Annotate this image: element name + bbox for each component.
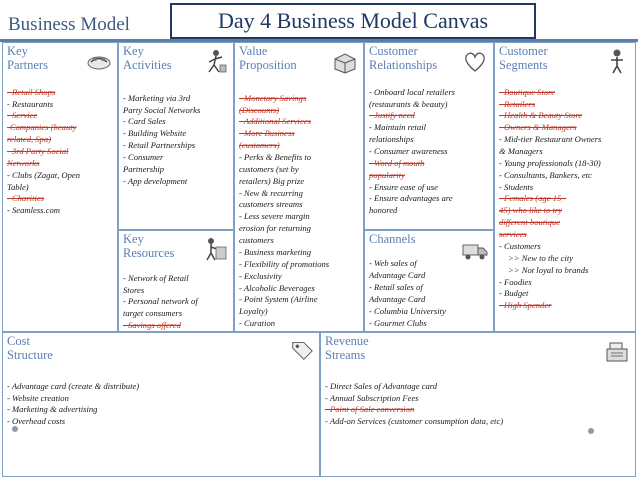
customer-segments-list bbox=[495, 87, 635, 312]
price-tag-icon bbox=[289, 337, 315, 363]
customer-relationships-block bbox=[364, 42, 494, 230]
key-partners-title: Key Partners bbox=[7, 44, 48, 73]
list-item: (restaurants & beauty) bbox=[369, 98, 448, 109]
list-item: - Perks & Benefits to bbox=[239, 152, 312, 163]
list-item: services bbox=[499, 229, 527, 240]
page-title: Day 4 Business Model Canvas bbox=[170, 3, 536, 39]
list-item: - Restaurants bbox=[7, 98, 54, 109]
list-item: - Consultants, Bankers, etc bbox=[499, 169, 592, 180]
list-item: Partnership bbox=[123, 163, 165, 174]
list-item: - Additional Services bbox=[239, 116, 311, 127]
channels-block bbox=[364, 230, 494, 332]
list-item: - Service bbox=[7, 110, 38, 121]
list-item: - Customers bbox=[499, 240, 541, 251]
cost-structure-title: Cost Structure bbox=[7, 334, 53, 363]
list-item: - Justify need bbox=[369, 110, 415, 121]
list-item: Advantage Card bbox=[369, 293, 426, 304]
list-item: - Ensure ease of use bbox=[369, 181, 438, 192]
key-activities-title: Key Activities bbox=[123, 44, 172, 73]
key-resources-list bbox=[119, 273, 233, 332]
customer-segments-title: Customer Segments bbox=[499, 44, 548, 73]
list-item: - High Spender bbox=[499, 300, 552, 311]
list-item: - Students bbox=[499, 181, 534, 192]
list-item: - Curation bbox=[239, 318, 276, 329]
customer-segments-block bbox=[494, 42, 636, 332]
list-item: - Business marketing bbox=[239, 246, 312, 257]
list-item: - New & recurring bbox=[239, 187, 303, 198]
list-item: 45) who like to try bbox=[499, 205, 563, 216]
list-item: >> New to the city bbox=[508, 252, 574, 263]
list-item: Loyalty) bbox=[239, 306, 268, 317]
value-proposition-block bbox=[234, 42, 364, 332]
list-item: - Annual Subscription Fees bbox=[325, 392, 419, 403]
list-item: - Retailers bbox=[499, 98, 536, 109]
list-item: - Advantage card (create & distribute) bbox=[7, 380, 140, 391]
worker-icon bbox=[201, 47, 229, 75]
cost-structure-list bbox=[3, 381, 319, 428]
list-item: & Managers bbox=[499, 146, 543, 157]
list-item: >> Not loyal to brands bbox=[508, 264, 589, 275]
key-resources-block bbox=[118, 230, 234, 332]
list-item: - Consumer awareness bbox=[369, 146, 448, 157]
list-item: erosion for returning bbox=[239, 223, 311, 234]
list-item: - Seamless.com bbox=[7, 205, 60, 216]
heart-icon bbox=[461, 47, 489, 75]
list-item: - More Business bbox=[239, 128, 295, 139]
list-item: - Overhead costs bbox=[7, 416, 66, 427]
list-item: Networks bbox=[7, 157, 40, 168]
list-item: - Less severe margin bbox=[239, 211, 310, 222]
handshake-icon bbox=[85, 47, 113, 75]
list-item: - Consumer bbox=[123, 152, 164, 163]
list-item: customers bbox=[239, 235, 274, 246]
list-item: - Charities bbox=[7, 193, 45, 204]
decorative-dot-left bbox=[12, 426, 18, 432]
revenue-streams-title: Revenue Streams bbox=[325, 334, 369, 363]
list-item: - Clubs (Zagat, Open bbox=[7, 169, 81, 180]
key-partners-list bbox=[3, 87, 117, 217]
list-item: - Mid-tier Restaurant Owners bbox=[499, 134, 602, 145]
channels-title: Channels bbox=[369, 232, 416, 246]
list-item: - Monetary Savings bbox=[239, 92, 307, 103]
list-item: honored bbox=[369, 205, 398, 216]
list-item: - Word of mouth bbox=[369, 157, 425, 168]
list-item: - Retail Partnerships bbox=[123, 140, 196, 151]
value-proposition-title: Value Proposition bbox=[239, 44, 297, 73]
delivery-truck-icon bbox=[461, 235, 489, 263]
person-icon bbox=[603, 47, 631, 75]
list-item: (Discounts) bbox=[239, 104, 280, 115]
cost-structure-block bbox=[2, 332, 320, 477]
list-item: - Columbia University bbox=[369, 305, 446, 316]
list-item: - Card Sales bbox=[123, 116, 166, 127]
list-item: Advantage Card bbox=[369, 270, 426, 281]
list-item: popularity bbox=[369, 169, 405, 180]
list-item: - Boutique Store bbox=[499, 86, 556, 97]
list-item: - Personal network of bbox=[123, 296, 198, 307]
list-item: target consumers bbox=[123, 308, 183, 319]
list-item: - Network of Retail bbox=[123, 272, 189, 283]
list-item: Table) bbox=[7, 181, 29, 192]
list-item: retailers) Big prize bbox=[239, 175, 305, 186]
key-activities-list bbox=[119, 93, 233, 188]
channels-list bbox=[365, 258, 493, 343]
list-item: - Exclusivity bbox=[239, 270, 282, 281]
list-item: - Alcoholic Beverages bbox=[239, 282, 315, 293]
list-item: -Companies (beauty bbox=[7, 122, 77, 133]
list-item: relationships bbox=[369, 134, 414, 145]
customer-relationships-list bbox=[365, 87, 493, 217]
list-item: - Website creation bbox=[7, 392, 69, 403]
list-item: - Marketing & advertising bbox=[7, 404, 98, 415]
list-item: - Health & Beauty Store bbox=[499, 110, 583, 121]
list-item: different boutique bbox=[499, 217, 561, 228]
key-activities-block bbox=[118, 42, 234, 230]
list-item: Party Social Networks bbox=[123, 104, 201, 115]
list-item: - Web sales of bbox=[369, 258, 417, 269]
list-item: - Point System (Airline bbox=[239, 294, 318, 305]
list-item: - Onboard local retailers bbox=[369, 86, 456, 97]
list-item: - Budget bbox=[499, 288, 529, 299]
list-item: - Building Website bbox=[123, 128, 187, 139]
list-item: related, Spa) bbox=[7, 134, 52, 145]
list-item: - 3rd Party Social bbox=[7, 146, 69, 157]
list-item: - Foodies bbox=[499, 276, 532, 287]
list-item: - Maintain retail bbox=[369, 122, 426, 133]
list-item: - Gourmet Clubs bbox=[369, 317, 427, 328]
business-model-label: Business Model bbox=[8, 14, 130, 35]
list-item: - Add-on Services (customer consumption data, etc) bbox=[325, 416, 504, 427]
list-item: customers streams bbox=[239, 199, 303, 210]
decorative-dot-right bbox=[588, 428, 594, 434]
factory-worker-icon bbox=[201, 235, 229, 263]
list-item: - Owners & Managers bbox=[499, 122, 577, 133]
list-item: - Savings offered bbox=[123, 320, 181, 331]
revenue-streams-list bbox=[321, 381, 635, 428]
customer-relationships-title: Customer Relationships bbox=[369, 44, 438, 73]
list-item: - Young professionals (18-30) bbox=[499, 157, 601, 168]
list-item: - Retail Shops bbox=[7, 86, 56, 97]
list-item: customers (set by bbox=[239, 163, 299, 174]
key-partners-block bbox=[2, 42, 118, 332]
cash-register-icon bbox=[603, 337, 631, 365]
list-item: - Marketing via 3rd bbox=[123, 92, 191, 103]
list-item: (customers) bbox=[239, 140, 280, 151]
list-item: - Point of Sale conversion bbox=[325, 404, 415, 415]
list-item: - Retail sales of bbox=[369, 282, 423, 293]
value-proposition-list bbox=[235, 93, 363, 330]
list-item: - Flexibility of promotions bbox=[239, 258, 330, 269]
key-resources-title: Key Resources bbox=[123, 232, 175, 261]
gift-package-icon bbox=[331, 47, 359, 75]
list-item: - Females (age 15 - bbox=[499, 193, 567, 204]
list-item: - Direct Sales of Advantage card bbox=[325, 380, 438, 391]
list-item: - Ensure advantages are bbox=[369, 193, 453, 204]
list-item: - App development bbox=[123, 175, 188, 186]
revenue-streams-block bbox=[320, 332, 636, 477]
list-item: Stores bbox=[123, 284, 145, 295]
